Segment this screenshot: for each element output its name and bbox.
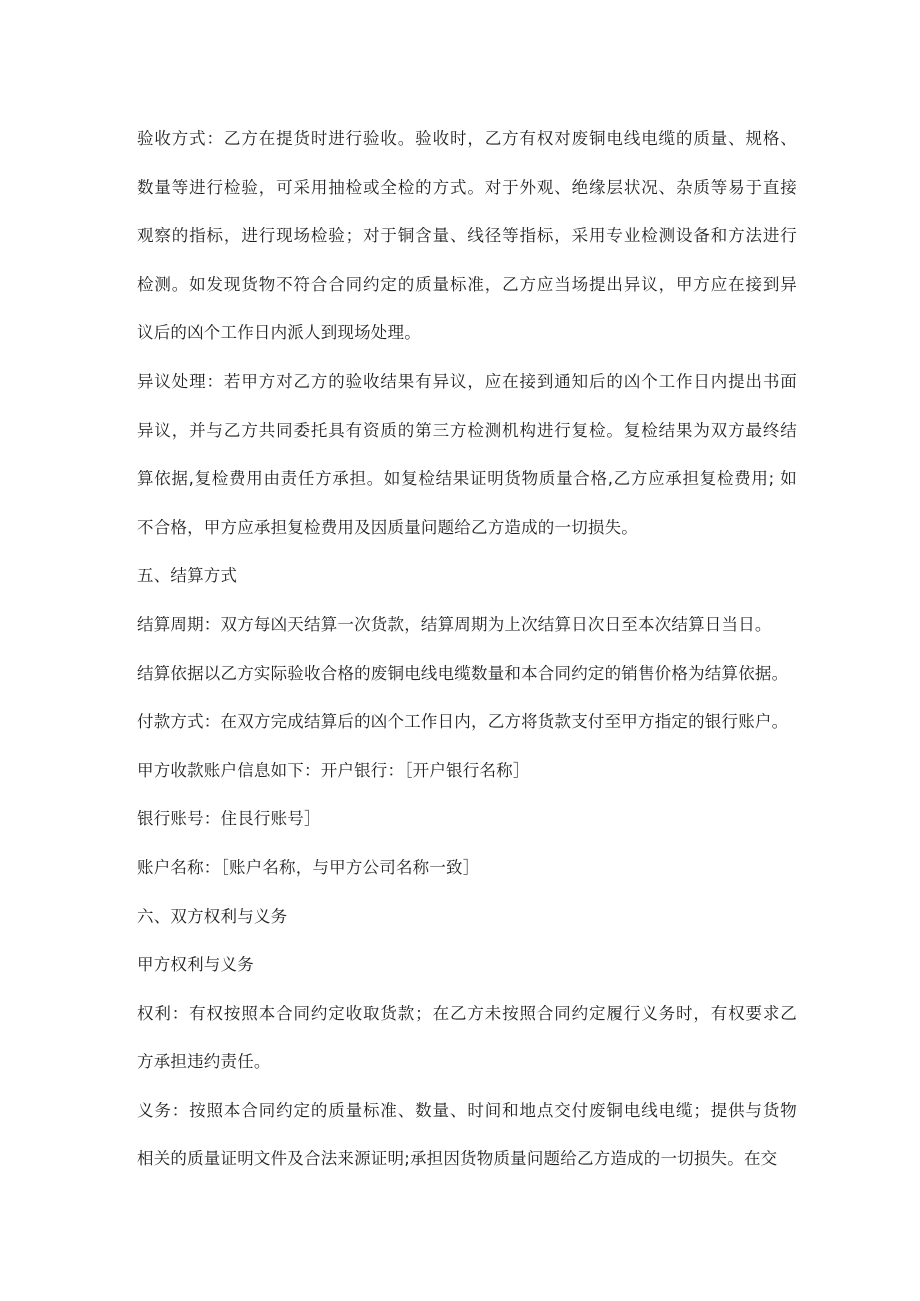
paragraph-account-name [137,844,797,893]
text-line: 观察的指标，进行现场检验；对于铜含量、线径等指标，采用专业检测设备和方法进行 [137,226,797,246]
paragraph-party-a-heading [137,941,797,990]
paragraph-party-a-obligations [137,1087,797,1184]
paragraph-party-a-rights [137,990,797,1087]
text-line: 甲方收款账户信息如下：开户银行：［开户银行名称］ [137,760,530,780]
text-line: 数量等进行检验，可采用抽检或全检的方式。对于外观、绝缘层状况、杂质等易于直接 [137,177,797,197]
text-line: 检测。如发现货物不符合合同约定的质量标准，乙方应当场提出异议，甲方应在接到异 [137,274,797,294]
text-line: 结算依据以乙方实际验收合格的废铜电线电缆数量和本合同约定的销售价格为结算依据。 [137,663,789,683]
paragraph-settlement-basis [137,650,797,699]
paragraph-account-info [137,747,797,796]
paragraph-payment-method [137,698,797,747]
paragraph-section-5-heading [137,552,797,601]
paragraph-objection-handling [137,358,797,552]
text-line: 权利：有权按照本合同约定收取货款；在乙方未按照合同约定履行义务时，有权要求乙 [137,1003,797,1023]
text-line: 甲方权利与义务 [137,955,254,975]
text-line: 异议，并与乙方共同委托具有资质的第三方检测机构进行复检。复检结果为双方最终结 [137,420,797,440]
document-body [137,115,797,1184]
paragraph-acceptance-method [137,115,797,358]
text-line: 算依据,复检费用由责任方承担。如复检结果证明货物质量合格,乙方应承担复检费用; 如 [137,469,797,489]
text-line: 方承担违约责任。 [137,1052,271,1072]
text-line: 相关的质量证明文件及合法来源证明;承担因货物质量问题给乙方造成的一切损失。在交 [137,1149,778,1169]
text-line: 异议处理：若甲方对乙方的验收结果有异议，应在接到通知后的凶个工作日内提出书面 [137,371,797,391]
text-line: 义务：按照本合同约定的质量标准、数量、时间和地点交付废铜电线电缆；提供与货物 [137,1100,797,1120]
paragraph-settlement-period [137,601,797,650]
text-line: 验收方式：乙方在提货时进行验收。验收时，乙方有权对废铜电线电缆的质量、规格、 [137,129,797,148]
text-line: 六、双方权利与义务 [137,906,288,926]
text-line: 议后的凶个工作日内派人到现场处理。 [137,323,421,343]
text-line: 付款方式：在双方完成结算后的凶个工作日内，乙方将货款支付至甲方指定的银行账户。 [137,712,789,732]
text-line: 结算周期：双方每凶天结算一次货款，结算周期为上次结算日次日至本次结算日当日。 [137,614,772,634]
text-line: 五、结算方式 [137,566,238,586]
paragraph-section-6-heading [137,893,797,942]
paragraph-account-number [137,795,797,844]
text-line: 账户名称：［账户名称，与甲方公司名称一致］ [137,857,480,877]
text-line: 不合格，甲方应承担复检费用及因质量问题给乙方造成的一切损失。 [137,517,638,537]
text-line: 银行账号：住艮行账号］ [137,809,321,829]
